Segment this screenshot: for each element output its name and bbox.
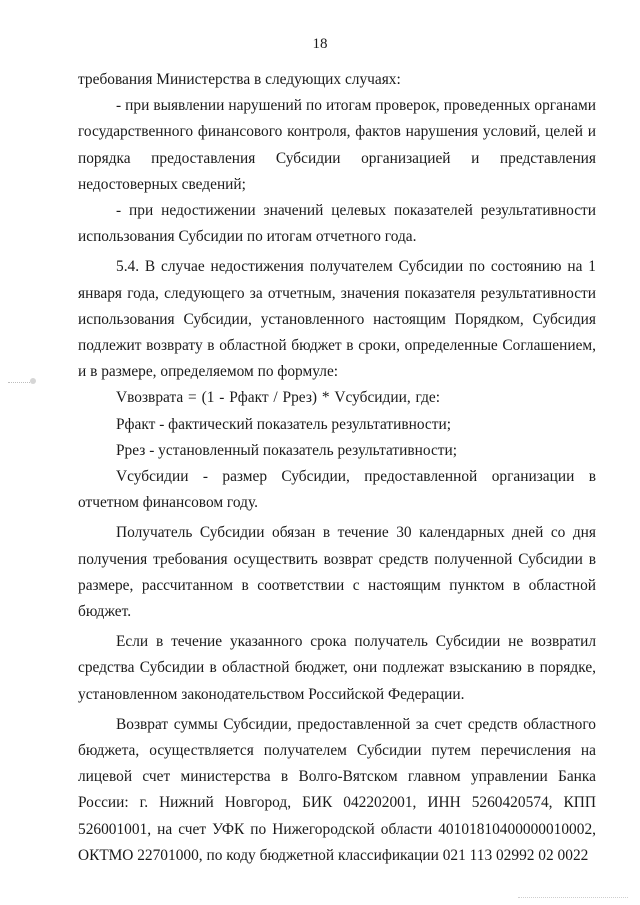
paragraph-return-obligation: Получатель Субсидии обязан в течение 30 календарных дней со дня получения требования осуществить возврат средств полученной Субсидии в размере, рассчитанном в соответствии с настоящим пунктом в областной бюджет. — [78, 524, 596, 621]
paragraph-bank-details: Возврат суммы Субсидии, предоставленной за счет средств областного бюджета, осуществляется получателем Субсидии путем перечисления на лицевой счет министерства в Волго-Вятском главном управлении Банка России: г. Нижний Новгород, БИК 042202001, ИНН 5260420574, КПП 526001001, на счет УФК по Нижегородской области 40101810400000010002, ОКТМО 22701000, по коду бюджетной классификации 021 113 02992 02 0022 — [78, 715, 596, 864]
paragraph-clause-5-4: 5.4. В случае недостижения получателем Субсидии по состоянию на 1 января года, следующего за отчетным, значения показателя результативности использования Субсидии, установленного настоящим Порядком, Субсидия подлежит возврату в областной бюджет в сроки, определенные Соглашением, и в размере, определяемом по формуле: — [78, 258, 596, 381]
formula-line: Vвозврата = (1 - Рфакт / Ррез) * Vсубсидии, где: — [116, 389, 441, 407]
page-number: 18 — [312, 36, 328, 52]
paragraph-target-case: - при недостижении значений целевых показателей результативности использования Субсидии по итогам отчетного года. — [78, 202, 596, 246]
formula-def-vsubsidii: Vсубсидии - размер Субсидии, предоставленной организации в отчетном финансовом году. — [78, 468, 596, 512]
document-body — [78, 67, 596, 869]
paragraph-violation-case: - при выявлении нарушений по итогам проверок, проведенных органами государственного финансового контроля, фактов нарушения условий, целей и порядка предоставления Субсидии организацией и представления недостоверных сведений; — [78, 97, 596, 193]
scan-artifact-bottom — [518, 897, 628, 899]
formula-def-rrez: Ррез - установленный показатель результативности; — [116, 441, 458, 459]
paragraph-recovery: Если в течение указанного срока получатель Субсидии не возвратил средства Субсидии в областной бюджет, они подлежат взысканию в порядке, установленном законодательством Российской Федерации. — [78, 633, 596, 703]
formula-def-rfakt: Рфакт - фактический показатель результативности; — [116, 415, 451, 433]
scan-artifact-dot — [30, 378, 36, 384]
scan-artifact — [8, 382, 30, 384]
paragraph-continuation: требования Министерства в следующих случаях: — [78, 71, 401, 88]
